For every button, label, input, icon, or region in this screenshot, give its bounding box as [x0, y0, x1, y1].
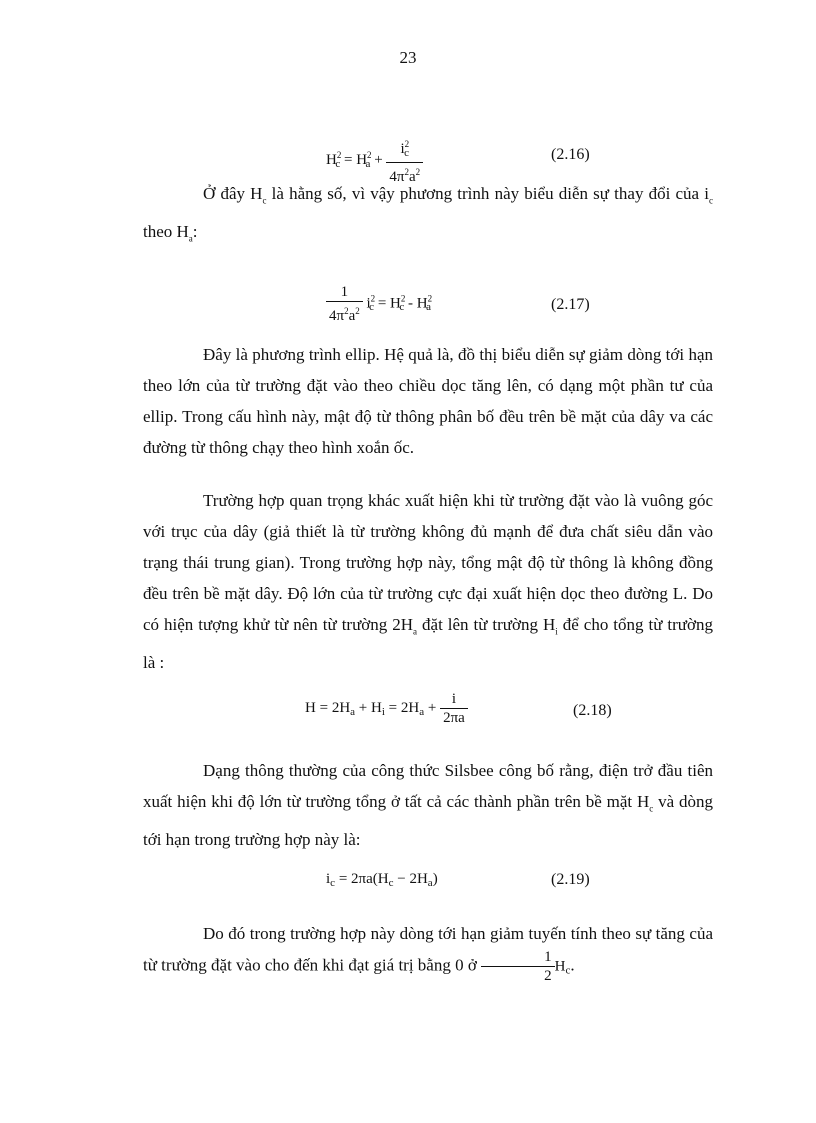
fraction: $\frac{i}{2\pi a}$	[440, 691, 468, 726]
fraction: $\frac{1}{4\pi^2a^2}$	[326, 284, 363, 324]
equation-number-2-16: (2.16)	[551, 146, 590, 163]
equation-number-2-19: (2.19)	[551, 871, 590, 888]
paragraph-1: Ở đây $H_c$ là hằng số, vì vậy phương trình này biểu diễn sự thay đổi của $i_c$ theo $H_a$:	[143, 184, 713, 244]
equation-2-16: $H^2_c = H^2_a$ + $\frac{i^2_c}{4\pi^2a^2}$	[326, 136, 423, 185]
fraction: $\frac{i^2_c}{4\pi^2a^2}$	[386, 136, 423, 185]
paragraph-5: Do đó trong trường hợp này dòng tới hạn giảm tuyến tính theo sự tăng của từ trường đặt vào cho đến khi đạt giá trị bằng 0 ở $\frac{1}{2}$ $H_c$.	[143, 924, 713, 984]
paragraph-2: Đây là phương trình ellip. Hệ quả là, đồ thị biểu diễn sự giảm dòng tới hạn theo lớn của từ trường đặt vào theo chiều dọc tăng lên, có dạng một phần tư của ellip. Trong cấu hình này, mật độ từ thông phân bố đều trên bề mặt của dây va các đường từ thông chạy theo hình xoắn ốc.	[143, 345, 713, 457]
equation-2-19: $i_c = 2\pi a(H_c - 2H_a)$	[326, 871, 438, 889]
equation-number-2-17: (2.17)	[551, 296, 590, 313]
page-number: 23	[399, 48, 417, 67]
equation-2-17: $\frac{1}{4\pi^2a^2}$ $i^2_c = H^2_c - H^2_a$	[326, 284, 431, 324]
paragraph-3: Trường hợp quan trọng khác xuất hiện khi từ trường đặt vào là vuông góc với trục của dây (giả thiết là từ trường không đủ mạnh để đưa chất siêu dẫn vào trạng thái trung gian). Trong trường hợp này, tổng mật độ từ thông là không đồng đều trên bề mặt dây. Độ lớn của từ trường cực đại xuất hiện dọc theo đường L. Do có hiện tượng khử từ nên từ trường $2H_a$ đặt lên từ trường $H_i$ để cho tổng từ trường là :	[143, 491, 713, 673]
equation-2-18: $H = 2H_a + H_i = 2H_a$ + $\frac{i}{2\pi a}$	[305, 691, 468, 726]
fraction-half: $\frac{1}{2}$	[481, 949, 555, 984]
equation-number-2-18: (2.18)	[573, 702, 612, 719]
paragraph-4: Dạng thông thường của công thức Silsbee công bố rằng, điện trở đầu tiên xuất hiện khi độ lớn từ trường tổng ở tất cả các thành phần trên bề mặt $H_c$ và dòng tới hạn trong trường hợp này là:	[143, 761, 713, 850]
